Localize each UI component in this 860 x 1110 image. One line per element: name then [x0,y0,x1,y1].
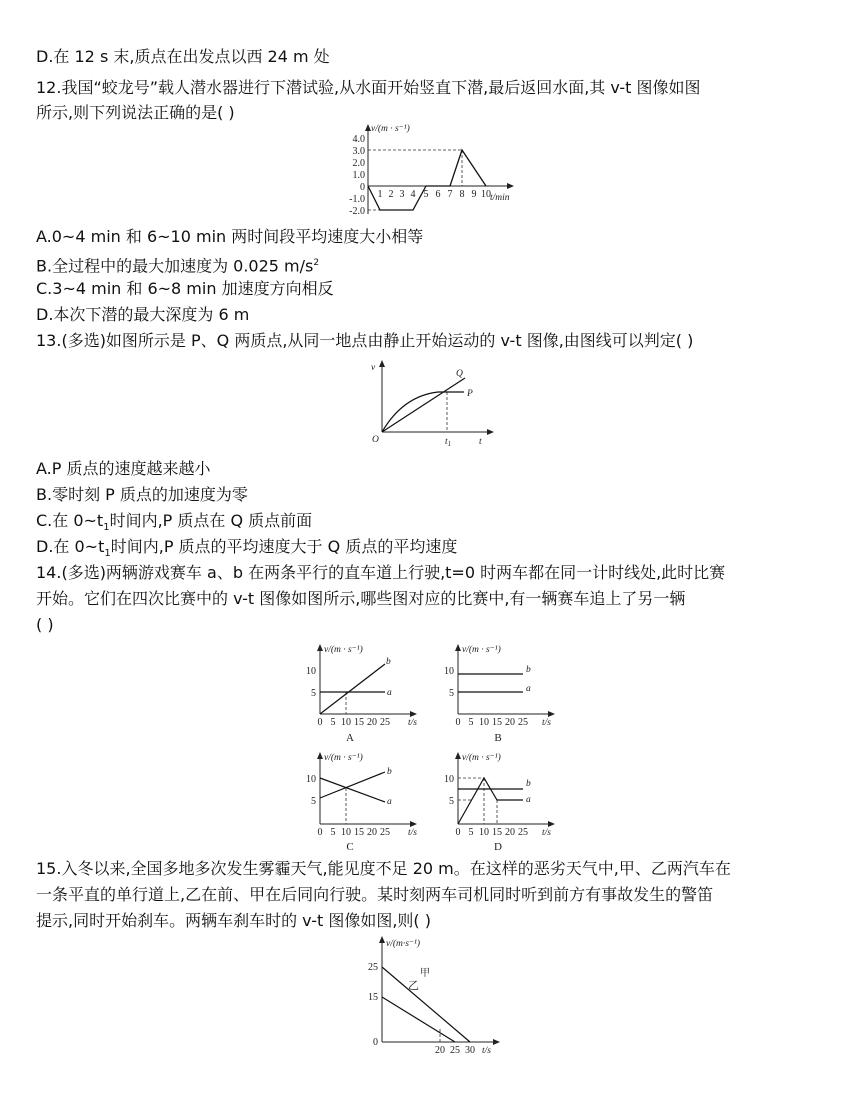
q14-c-xtick: 15 [354,827,364,838]
q14-panel-d [444,752,555,853]
q13-option-b: B.零时刻 P 质点的加速度为零 [36,485,248,504]
q14-c-ytick: 5 [311,796,316,807]
q14-c-xtick: 0 [317,827,323,838]
q14-b-ytick: 10 [444,666,454,677]
q14-c-line-b [320,772,385,798]
q15-ytick: 15 [368,992,378,1003]
q12-xtick: 6 [435,189,441,200]
q14-a-xtick: 20 [367,717,377,728]
q14-b-ylabel: v/(m · s⁻¹) [462,645,501,655]
q13-p-label: P [467,389,473,399]
q14-b-xtick: 0 [455,717,461,728]
q15-vt-graph [358,934,508,1058]
q14-c-xtick: 20 [367,827,377,838]
q12-xtick: 4 [410,189,416,200]
q12-stem-line2: 所示,则下列说法正确的是( ) [36,103,235,122]
q14-d-xtick: 20 [505,827,515,838]
q15-stem-line1: 15.入冬以来,全国多地多次发生雾霾天气,能见度不足 20 m。在这样的恶劣天气中,甲、乙两汽车在 [36,859,731,878]
q14-c-xlabel: t/s [408,828,417,838]
q14-b-caption: B [494,732,502,744]
q14-panel-b [444,644,555,744]
q12-option-b: B.全过程中的最大加速度为 0.025 $m/s^2$ [36,256,320,276]
q14-a-ytick: 10 [306,666,316,677]
q14-a-xtick: 0 [317,717,323,728]
q14-d-line-a [458,778,523,824]
q14-b-xtick: 10 [479,717,489,728]
q14-vt-graphs [300,642,560,853]
q14-c-xtick: 5 [330,827,336,838]
q12-ylabel: v/(m · s⁻¹) [371,124,410,134]
q14-a-ylabel: v/(m · s⁻¹) [324,645,363,655]
q14-c-line-a [320,778,385,802]
q14-b-xlabel: t/s [542,718,551,728]
q12-xtick: 2 [388,189,394,200]
q14-b-xtick: 15 [492,717,502,728]
q14-d-xlabel: t/s [542,828,551,838]
q14-a-label-a: a [387,688,392,698]
q14-b-xtick: 25 [518,717,528,728]
q13-t1-label: $t_1$ [445,437,452,448]
q14-d-xtick: 0 [455,827,461,838]
q14-a-label-b: b [386,657,391,667]
q15-xtick: 20 [435,1045,445,1056]
q14-a-ytick: 5 [311,688,316,699]
q11-option-d: D.在 12 s 末,质点在出发点以西 24 m 处 [36,47,330,66]
q15-yi-label: 乙 [408,980,419,992]
q14-d-xtick: 15 [492,827,502,838]
q12-ytick: 0 [360,182,365,193]
q14-d-xtick: 10 [479,827,489,838]
q14-b-xtick: 5 [468,717,474,728]
q14-a-xlabel: t/s [408,718,417,728]
q14-a-xtick: 15 [354,717,364,728]
q13-origin: O [372,435,379,445]
q14-a-xtick: 10 [341,717,351,728]
q14-d-label-a: a [526,795,531,805]
q14-b-label-b: b [526,665,531,675]
q14-d-label-b: b [526,779,531,789]
q14-c-xtick: 10 [341,827,351,838]
q14-a-line-b [320,664,385,714]
q14-c-label-a: a [387,797,392,807]
q13-option-a: A.P 质点的速度越来越小 [36,459,211,478]
q13-vt-graph [368,358,498,448]
q14-b-xtick: 20 [505,717,515,728]
q14-c-xtick: 25 [380,827,390,838]
q12-option-a: A.0~4 min 和 6~10 min 两时间段平均速度大小相等 [36,227,424,246]
q13-q-line [382,378,465,432]
q15-ytick: 25 [368,962,378,973]
q14-panel-c [306,752,417,853]
q15-xtick: 30 [465,1045,475,1056]
q14-d-xtick: 25 [518,827,528,838]
q13-vlabel: v [371,363,376,373]
q15-xlabel: t/s [482,1046,491,1056]
q15-stem-line3: 提示,同时开始刹车。两辆车刹车时的 v-t 图像如图,则( ) [36,911,432,930]
q14-c-ylabel: v/(m · s⁻¹) [324,753,363,763]
q12-ytick: 1.0 [352,170,365,181]
q12-xtick: 3 [399,189,405,200]
q14-d-ylabel: v/(m · s⁻¹) [462,753,501,763]
q15-xtick: 25 [450,1045,460,1056]
q14-panel-a [306,644,417,744]
q14-d-caption: D [494,841,502,853]
q13-p-curve [382,392,464,432]
q12-xtick: 8 [459,189,465,200]
q15-ylabel: v/(m·s⁻¹) [386,939,420,949]
q12-ytick: -2.0 [349,206,365,217]
q14-stem-line2: 开始。它们在四次比赛中的 v-t 图像如图所示,哪些图对应的比赛中,有一辆赛车追上了另一辆 [36,589,686,608]
q13-option-d: D.在 $0\sim t_1$时间内,P 质点的平均速度大于 Q 质点的平均速度 [36,537,458,560]
q14-d-ytick: 5 [449,796,454,807]
q12-velocity-line [368,150,486,210]
q12-option-d: D.本次下潜的最大深度为 6 m [36,305,250,324]
q14-a-caption: A [346,732,354,744]
q14-stem-line3: ( ) [36,615,54,634]
q12-xtick: 9 [471,189,477,200]
q12-ytick: 3.0 [352,146,365,157]
q14-d-ytick: 10 [444,774,454,785]
q12-ytick: -1.0 [349,194,365,205]
q12-xtick: 10 [481,189,491,200]
q14-c-caption: C [346,841,354,853]
q15-ytick: 0 [373,1037,378,1048]
q13-tlabel: t [479,437,482,447]
q14-c-ytick: 10 [306,774,316,785]
q12-xtick: 1 [377,189,383,200]
q14-c-label-b: b [387,767,392,777]
q13-q-label: Q [456,369,463,379]
q15-jia-label: 甲 [420,968,430,979]
q15-stem-line2: 一条平直的单行道上,乙在前、甲在后同向行驶。某时刻两车司机同时听到前方有事故发生的警笛 [36,885,714,904]
q12-xlabel: t/min [490,193,510,203]
q14-b-ytick: 5 [449,688,454,699]
q12-ytick: 4.0 [352,134,365,145]
q14-stem-line1: 14.(多选)两辆游戏赛车 a、b 在两条平行的直车道上行驶,t=0 时两车都在同一计时线处,此时比赛 [36,563,726,582]
q14-a-xtick: 25 [380,717,390,728]
q13-stem: 13.(多选)如图所示是 P、Q 两质点,从同一地点由静止开始运动的 v-t 图像,由图线可以判定( ) [36,331,694,350]
q12-ytick: 2.0 [352,158,365,169]
q14-b-label-a: a [526,684,531,694]
q13-option-c: C.在 $0\sim t_1$时间内,P 质点在 Q 质点前面 [36,511,313,534]
q12-xtick: 7 [447,189,453,200]
q12-stem-line1: 12.我国“蛟龙号”载人潜水器进行下潜试验,从水面开始竖直下潜,最后返回水面,其 v-t 图像如图 [36,78,701,97]
q14-a-xtick: 5 [330,717,336,728]
q12-option-c: C.3~4 min 和 6~8 min 加速度方向相反 [36,279,334,298]
q14-d-xtick: 5 [468,827,474,838]
q12-xtick: 5 [423,189,429,200]
q12-vt-graph [340,122,520,218]
